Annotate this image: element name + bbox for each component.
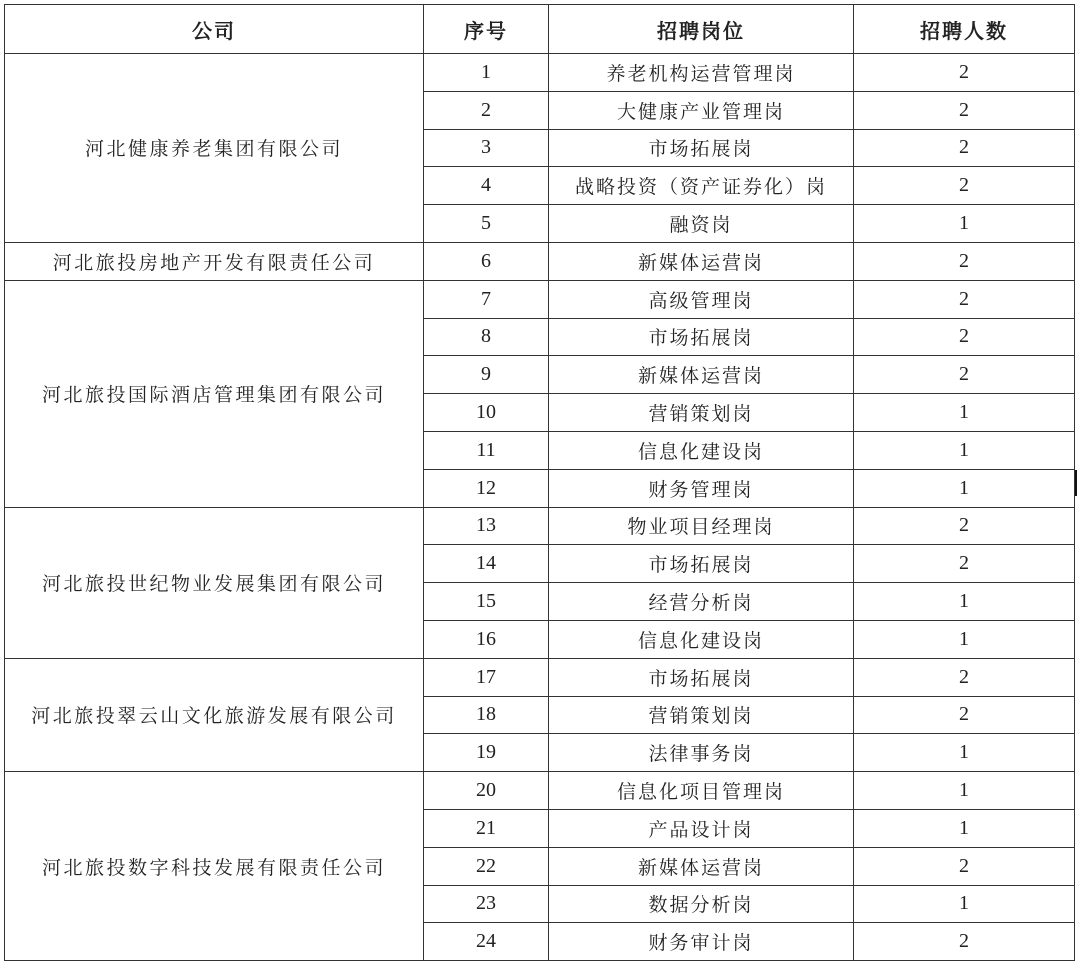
position-cell: 数据分析岗 <box>549 885 854 923</box>
header-count: 招聘人数 <box>854 5 1075 54</box>
company-cell: 河北旅投数字科技发展有限责任公司 <box>5 772 424 961</box>
count-cell: 1 <box>854 734 1075 772</box>
position-cell: 信息化建设岗 <box>549 431 854 469</box>
position-cell: 大健康产业管理岗 <box>549 91 854 129</box>
table-row <box>5 280 1075 318</box>
count-cell: 1 <box>854 394 1075 432</box>
position-cell: 法律事务岗 <box>549 734 854 772</box>
count-cell: 2 <box>854 318 1075 356</box>
position-cell: 营销策划岗 <box>549 696 854 734</box>
seq-cell: 6 <box>424 242 549 280</box>
count-cell: 2 <box>854 696 1075 734</box>
seq-cell: 8 <box>424 318 549 356</box>
position-cell: 战略投资（资产证券化）岗 <box>549 167 854 205</box>
seq-cell: 4 <box>424 167 549 205</box>
seq-cell: 23 <box>424 885 549 923</box>
header-company: 公司 <box>5 5 424 54</box>
count-cell: 2 <box>854 129 1075 167</box>
count-cell: 2 <box>854 923 1075 961</box>
seq-cell: 11 <box>424 431 549 469</box>
company-cell: 河北旅投翠云山文化旅游发展有限公司 <box>5 658 424 771</box>
position-cell: 市场拓展岗 <box>549 129 854 167</box>
table-row <box>5 54 1075 92</box>
position-cell: 财务审计岗 <box>549 923 854 961</box>
count-cell: 1 <box>854 205 1075 243</box>
count-cell: 2 <box>854 280 1075 318</box>
recruitment-table <box>4 4 1075 961</box>
company-cell: 河北旅投房地产开发有限责任公司 <box>5 242 424 280</box>
position-cell: 融资岗 <box>549 205 854 243</box>
seq-cell: 3 <box>424 129 549 167</box>
seq-cell: 19 <box>424 734 549 772</box>
count-cell: 2 <box>854 54 1075 92</box>
seq-cell: 12 <box>424 469 549 507</box>
count-cell: 1 <box>854 583 1075 621</box>
position-cell: 信息化项目管理岗 <box>549 772 854 810</box>
position-cell: 市场拓展岗 <box>549 545 854 583</box>
seq-cell: 7 <box>424 280 549 318</box>
seq-cell: 14 <box>424 545 549 583</box>
count-cell: 1 <box>854 620 1075 658</box>
table-row <box>5 658 1075 696</box>
table-row <box>5 507 1075 545</box>
seq-cell: 24 <box>424 923 549 961</box>
position-cell: 高级管理岗 <box>549 280 854 318</box>
header-seq: 序号 <box>424 5 549 54</box>
position-cell: 新媒体运营岗 <box>549 242 854 280</box>
seq-cell: 1 <box>424 54 549 92</box>
company-cell: 河北旅投世纪物业发展集团有限公司 <box>5 507 424 658</box>
header-row <box>5 5 1075 54</box>
table-row <box>5 772 1075 810</box>
position-cell: 物业项目经理岗 <box>549 507 854 545</box>
count-cell: 1 <box>854 885 1075 923</box>
count-cell: 2 <box>854 847 1075 885</box>
count-cell: 1 <box>854 772 1075 810</box>
company-cell: 河北健康养老集团有限公司 <box>5 54 424 243</box>
count-cell: 2 <box>854 545 1075 583</box>
text-cursor <box>1075 470 1077 496</box>
position-cell: 新媒体运营岗 <box>549 356 854 394</box>
position-cell: 产品设计岗 <box>549 809 854 847</box>
table-row <box>5 242 1075 280</box>
count-cell: 2 <box>854 507 1075 545</box>
position-cell: 市场拓展岗 <box>549 318 854 356</box>
header-position: 招聘岗位 <box>549 5 854 54</box>
company-cell: 河北旅投国际酒店管理集团有限公司 <box>5 280 424 507</box>
count-cell: 2 <box>854 658 1075 696</box>
position-cell: 养老机构运营管理岗 <box>549 54 854 92</box>
seq-cell: 10 <box>424 394 549 432</box>
seq-cell: 15 <box>424 583 549 621</box>
position-cell: 财务管理岗 <box>549 469 854 507</box>
position-cell: 市场拓展岗 <box>549 658 854 696</box>
count-cell: 2 <box>854 91 1075 129</box>
seq-cell: 9 <box>424 356 549 394</box>
count-cell: 2 <box>854 356 1075 394</box>
position-cell: 营销策划岗 <box>549 394 854 432</box>
position-cell: 新媒体运营岗 <box>549 847 854 885</box>
count-cell: 2 <box>854 242 1075 280</box>
seq-cell: 18 <box>424 696 549 734</box>
count-cell: 1 <box>854 809 1075 847</box>
position-cell: 信息化建设岗 <box>549 620 854 658</box>
seq-cell: 21 <box>424 809 549 847</box>
count-cell: 2 <box>854 167 1075 205</box>
seq-cell: 20 <box>424 772 549 810</box>
position-cell: 经营分析岗 <box>549 583 854 621</box>
count-cell: 1 <box>854 469 1075 507</box>
seq-cell: 2 <box>424 91 549 129</box>
seq-cell: 22 <box>424 847 549 885</box>
seq-cell: 13 <box>424 507 549 545</box>
count-cell: 1 <box>854 431 1075 469</box>
seq-cell: 5 <box>424 205 549 243</box>
seq-cell: 16 <box>424 620 549 658</box>
seq-cell: 17 <box>424 658 549 696</box>
table-body <box>5 54 1075 961</box>
